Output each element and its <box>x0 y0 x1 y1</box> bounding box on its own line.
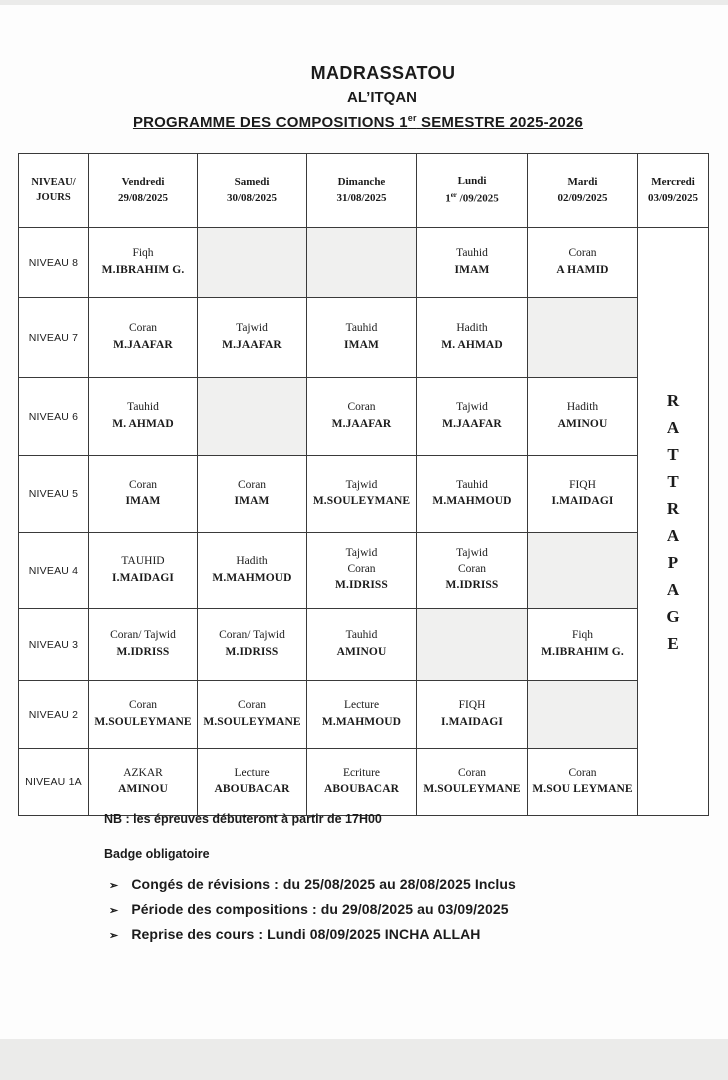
teacher-name: M.IBRAHIM G. <box>101 263 185 276</box>
day-date: 31/08/2025 <box>336 191 387 204</box>
subject-text: Hadith <box>456 322 488 335</box>
note-bullet <box>109 876 516 901</box>
document-title-rest: SEMESTRE 2025-2026 <box>416 114 584 131</box>
school-subname: AL’ITQAN <box>347 89 417 106</box>
subject-text: Coran <box>237 699 267 712</box>
schedule-cell <box>417 749 528 816</box>
schedule-cell <box>307 681 417 749</box>
subject-text: AZKAR <box>123 766 163 779</box>
teacher-name: I.MAIDAGI <box>551 495 614 508</box>
day-date: 03/09/2025 <box>647 191 699 204</box>
nb-note: NB : les épreuves débuteront à partir de 17H00 <box>104 812 382 826</box>
teacher-name: IMAM <box>454 263 490 276</box>
subject-text: Hadith <box>566 401 599 414</box>
subject-text: Tajwid <box>236 322 268 335</box>
subject-text: FIQH <box>458 699 486 712</box>
subject-text: Coran <box>347 562 376 575</box>
rattrapage-letter: G <box>666 606 680 626</box>
schedule-cell <box>89 298 198 378</box>
level-label: NIVEAU 4 <box>19 533 89 609</box>
day-name: Samedi <box>234 175 270 188</box>
subject-text: Tajwid <box>345 547 378 560</box>
rattrapage-letter: T <box>667 444 679 464</box>
day-header <box>198 154 307 228</box>
rattrapage-letter: A <box>666 525 680 545</box>
teacher-name: M.IDRISS <box>445 579 499 592</box>
teacher-name: M.SOULEYMANE <box>423 783 521 796</box>
schedule-cell <box>307 228 417 298</box>
table-row <box>19 533 709 609</box>
note-bullet <box>109 926 516 951</box>
rattrapage-letter: A <box>666 579 680 599</box>
badge-note: Badge obligatoire <box>104 847 210 861</box>
level-label: NIVEAU 1A <box>19 749 89 816</box>
schedule-cell <box>198 609 307 681</box>
day-header <box>528 154 638 228</box>
teacher-name: M.JAAFAR <box>222 338 282 351</box>
day-date: 02/09/2025 <box>557 191 608 204</box>
subject-text: Fiqh <box>571 629 594 642</box>
table-row <box>19 749 709 816</box>
subject-text: Coran <box>457 766 487 779</box>
subject-text: Coran <box>237 478 267 491</box>
ordinal-sup: er <box>407 113 417 123</box>
schedule-cell <box>528 749 638 816</box>
rattrapage-letter: P <box>667 552 679 572</box>
schedule-cell <box>528 533 638 609</box>
teacher-name: AMINOU <box>557 417 608 430</box>
subject-text: Tajwid <box>456 547 488 560</box>
schedule-cell <box>417 378 528 456</box>
schedule-cell <box>307 609 417 681</box>
teacher-name: M.MAHMOUD <box>321 715 402 728</box>
schedule-cell <box>89 456 198 533</box>
schedule-cell <box>307 533 417 609</box>
note-text: Reprise des cours : Lundi 08/09/2025 INCHA ALLAH <box>131 926 481 942</box>
rattrapage-letter: A <box>666 417 680 437</box>
photo-bottom-edge <box>0 1039 728 1080</box>
teacher-name: M. AHMAD <box>441 338 503 351</box>
teacher-name: M.JAAFAR <box>442 417 502 430</box>
subject-text: Ecriture <box>342 766 381 779</box>
schedule-cell <box>89 378 198 456</box>
schedule-cell <box>89 609 198 681</box>
teacher-name: IMAM <box>125 495 161 508</box>
teacher-name: IMAM <box>344 338 379 351</box>
table-row <box>19 298 709 378</box>
teacher-name: M.IDRISS <box>225 645 279 658</box>
day-name: Mercredi <box>651 175 695 188</box>
subject-text: Coran <box>128 699 158 712</box>
schedule-cell <box>417 681 528 749</box>
schedule-cell <box>528 298 638 378</box>
teacher-name: M.SOU LEYMANE <box>532 783 633 796</box>
schedule-cell <box>417 609 528 681</box>
day-name: Vendredi <box>121 175 165 188</box>
document-title <box>0 113 722 131</box>
subject-text: Lecture <box>234 766 270 779</box>
schedule-cell <box>417 456 528 533</box>
day-date: 29/08/2025 <box>117 191 169 204</box>
rattrapage-column <box>638 228 709 816</box>
arrow-bullet-icon: ➢ <box>109 930 119 942</box>
subject-text: Lecture <box>343 699 380 712</box>
rattrapage-letter: T <box>667 471 679 491</box>
subject-text: Tajwid <box>345 478 378 491</box>
photo-top-edge <box>0 0 728 5</box>
header-row <box>19 154 709 228</box>
schedule-cell <box>198 533 307 609</box>
subject-text: FIQH <box>569 478 596 491</box>
day-header <box>307 154 417 228</box>
table-head <box>19 154 709 228</box>
level-label: NIVEAU 8 <box>19 228 89 298</box>
document-title-text: PROGRAMME DES COMPOSITIONS 1 <box>132 114 408 131</box>
schedule-cell <box>198 456 307 533</box>
subject-text: Tauhid <box>456 247 488 260</box>
schedule-cell <box>198 228 307 298</box>
day-header <box>417 154 528 228</box>
teacher-name: M.IDRISS <box>116 645 170 658</box>
teacher-name: A HAMID <box>556 263 609 276</box>
ordinal-sup: er <box>450 190 457 199</box>
rattrapage-letter: R <box>666 390 680 410</box>
schedule-cell <box>307 298 417 378</box>
subject-text: Tauhid <box>345 322 378 335</box>
day-name: Dimanche <box>337 175 386 188</box>
subject-text: Coran <box>128 478 158 491</box>
subject-text: Tauhid <box>456 478 488 491</box>
arrow-bullet-icon: ➢ <box>109 880 119 892</box>
schedule-cell <box>198 298 307 378</box>
day-name: Mardi <box>567 175 598 188</box>
teacher-name: IMAM <box>234 495 270 508</box>
schedule-cell <box>528 378 638 456</box>
table-row <box>19 681 709 749</box>
level-label: NIVEAU 2 <box>19 681 89 749</box>
teacher-name: M.SOULEYMANE <box>312 495 411 508</box>
subject-text: Coran/ Tajwid <box>219 629 285 642</box>
teacher-name: M.IBRAHIM G. <box>541 645 624 658</box>
schedule-cell <box>417 533 528 609</box>
level-label: NIVEAU 5 <box>19 456 89 533</box>
subject-text: Tajwid <box>456 401 488 414</box>
teacher-name: M.MAHMOUD <box>432 495 512 508</box>
corner-line2: JOURS <box>36 191 71 203</box>
teacher-name: M.SOULEYMANE <box>94 715 192 728</box>
schedule-cell <box>307 456 417 533</box>
corner-line1: NIVEAU/ <box>31 176 76 188</box>
teacher-name: M.MAHMOUD <box>212 571 292 584</box>
schedule-cell <box>307 749 417 816</box>
table-body <box>19 228 709 816</box>
subject-text: Tauhid <box>345 629 378 642</box>
teacher-name: AMINOU <box>336 645 387 658</box>
schedule-cell <box>417 228 528 298</box>
schedule-cell <box>528 609 638 681</box>
schedule-cell <box>528 681 638 749</box>
teacher-name: M.JAAFAR <box>113 338 173 351</box>
schedule-cell <box>89 228 198 298</box>
table-row <box>19 456 709 533</box>
school-name: MADRASSATOU <box>310 63 456 83</box>
day-date: 1er /09/2025 <box>445 190 499 205</box>
arrow-bullet-icon: ➢ <box>109 905 119 917</box>
table-row <box>19 609 709 681</box>
level-label: NIVEAU 7 <box>19 298 89 378</box>
subject-text: Coran <box>128 322 158 335</box>
note-text: Période des compositions : du 29/08/2025 au 03/09/2025 <box>131 901 509 917</box>
schedule-cell <box>528 456 638 533</box>
table-row <box>19 378 709 456</box>
note-text: Congés de révisions : du 25/08/2025 au 28/08/2025 Inclus <box>131 876 516 892</box>
subject-text: Coran <box>347 401 376 414</box>
schedule-cell <box>89 533 198 609</box>
document-header <box>0 63 728 131</box>
teacher-name: M.IDRISS <box>335 579 388 592</box>
rattrapage-letter: E <box>667 633 679 653</box>
day-header <box>638 154 709 228</box>
level-label: NIVEAU 6 <box>19 378 89 456</box>
subject-text: Hadith <box>236 555 268 568</box>
corner-header <box>19 154 89 228</box>
day-name: Lundi <box>457 174 487 187</box>
teacher-name: AMINOU <box>118 783 168 796</box>
teacher-name: ABOUBACAR <box>214 783 290 796</box>
table-row <box>19 228 709 298</box>
subject-text: Fiqh <box>132 247 154 260</box>
note-bullet <box>109 901 516 926</box>
level-label: NIVEAU 3 <box>19 609 89 681</box>
schedule-cell <box>307 378 417 456</box>
subject-text: TAUHID <box>121 555 165 568</box>
teacher-name: I.MAIDAGI <box>441 715 503 728</box>
notes-list <box>109 876 516 951</box>
schedule-cell <box>417 298 528 378</box>
schedule-cell <box>89 681 198 749</box>
teacher-name: ABOUBACAR <box>323 783 399 796</box>
schedule-table <box>18 153 709 816</box>
subject-text: Coran <box>457 562 487 575</box>
teacher-name: M.JAAFAR <box>331 417 392 430</box>
schedule-cell <box>198 681 307 749</box>
teacher-name: I.MAIDAGI <box>112 571 174 584</box>
subject-text: Coran <box>568 247 597 260</box>
subject-text: Coran <box>568 766 597 779</box>
subject-text: Coran/ Tajwid <box>110 629 176 642</box>
schedule-cell <box>198 378 307 456</box>
schedule-cell <box>89 749 198 816</box>
day-date: 30/08/2025 <box>226 191 278 204</box>
teacher-name: M. AHMAD <box>112 417 174 430</box>
subject-text: Tauhid <box>127 401 159 414</box>
schedule-cell <box>198 749 307 816</box>
day-header <box>89 154 198 228</box>
rattrapage-letter: R <box>666 498 680 518</box>
teacher-name: M.SOULEYMANE <box>203 715 301 728</box>
schedule-cell <box>528 228 638 298</box>
